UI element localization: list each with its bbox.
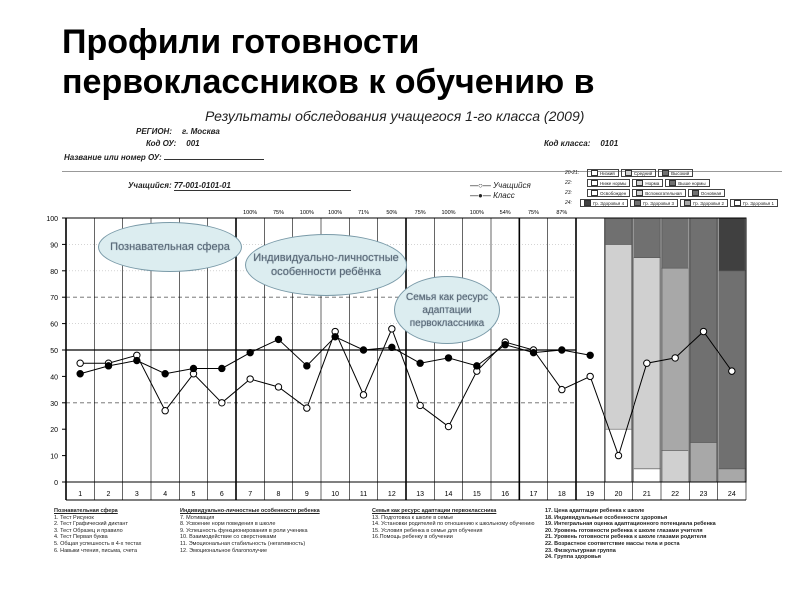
top-percent-label: 100% bbox=[441, 210, 456, 216]
top-percent-label: 54% bbox=[499, 210, 511, 216]
student-point bbox=[360, 392, 366, 398]
stacked-bar-segment bbox=[719, 469, 745, 482]
top-percent-label: 50% bbox=[386, 210, 398, 216]
stacked-bar-segment bbox=[690, 442, 716, 482]
class-point bbox=[559, 347, 565, 353]
note-item: 14. Установки родителей по отношению к школьному обучению bbox=[372, 521, 535, 528]
grade-legend-item: Гр. Здоровья 1 bbox=[743, 200, 774, 206]
y-tick-label: 80 bbox=[50, 268, 58, 276]
notes-heading: Индивидуально-личностные особенности ребенка bbox=[180, 508, 320, 514]
stacked-bar-segment bbox=[634, 469, 660, 482]
class-point bbox=[77, 371, 83, 377]
grade-legend-item: Низкий bbox=[600, 170, 615, 176]
x-tick-label: 24 bbox=[727, 491, 736, 498]
class-point bbox=[190, 365, 196, 371]
grade-legend-item: Вспомогательная bbox=[645, 190, 682, 196]
class-point bbox=[275, 336, 281, 342]
callout-family: Семья как ресурс адаптации первоклассника bbox=[394, 276, 500, 344]
x-tick-label: 11 bbox=[359, 491, 368, 498]
y-tick-label: 10 bbox=[50, 453, 58, 461]
student-point bbox=[162, 408, 168, 414]
student-point bbox=[644, 360, 650, 366]
note-item: 20. Уровень готовности ребенка к школе глазами учителя bbox=[545, 527, 703, 534]
class-point bbox=[389, 344, 395, 350]
top-percent-label: 100% bbox=[328, 210, 343, 216]
school-name-label: Название или номер ОУ: bbox=[64, 153, 162, 162]
grade-legend-num: 23: bbox=[565, 190, 572, 196]
x-tick-label: 15 bbox=[472, 491, 481, 498]
note-item: 3. Тест Образец и правило bbox=[54, 527, 123, 534]
callout-personal: Индивидуально-личностные особенности ребёнка bbox=[245, 234, 407, 296]
top-percent-label: 75% bbox=[414, 210, 426, 216]
class-point bbox=[417, 360, 423, 366]
x-tick-label: 17 bbox=[529, 491, 538, 498]
slide-title-line-2: первоклассников к обучению в bbox=[62, 63, 595, 101]
x-tick-label: 7 bbox=[248, 491, 253, 498]
student-point bbox=[77, 360, 83, 366]
x-tick-label: 14 bbox=[444, 491, 453, 498]
top-percent-label: 100% bbox=[243, 210, 258, 216]
stacked-bar-segment bbox=[662, 450, 688, 482]
note-item: 22. Возрастное соответствие массы тела и роста bbox=[545, 540, 680, 547]
x-tick-label: 23 bbox=[699, 491, 708, 498]
note-item: 15. Условия ребенка в семье для обучения bbox=[372, 527, 483, 534]
note-item: 10. Взаимодействие со сверстниками bbox=[180, 534, 277, 541]
note-item: 6. Навыки чтения, письма, счета bbox=[54, 547, 138, 554]
class-point bbox=[502, 342, 508, 348]
grade-legend-item: Гр. Здоровья 3 bbox=[643, 200, 675, 206]
note-item: 13. Подготовка к школе в семье bbox=[372, 514, 454, 521]
note-item: 5. Общая успешность в 4-х тестах bbox=[54, 540, 142, 547]
code-label: Код ОУ: bbox=[146, 139, 177, 148]
y-tick-label: 50 bbox=[50, 348, 58, 355]
top-percent-label: 100% bbox=[469, 210, 484, 216]
x-tick-label: 12 bbox=[387, 491, 396, 498]
x-tick-label: 2 bbox=[106, 491, 111, 498]
student-point bbox=[417, 402, 423, 408]
region-value: г. Москва bbox=[182, 127, 220, 136]
x-tick-label: 19 bbox=[586, 491, 595, 498]
grade-legend-item: Высокий bbox=[671, 170, 690, 176]
class-point bbox=[474, 363, 480, 369]
top-percent-label: 71% bbox=[357, 210, 370, 216]
note-item: 17. Цена адаптации ребенка к школе bbox=[545, 508, 645, 514]
note-item: 21. Уровень готовности ребенка к школе глазами родителя bbox=[545, 534, 707, 541]
note-item: 7. Мотивация bbox=[180, 514, 215, 521]
stacked-bar-segment bbox=[605, 244, 631, 429]
grade-legend-num: 22: bbox=[565, 180, 572, 186]
class-point bbox=[332, 334, 338, 340]
class-code-label: Код класса: bbox=[544, 139, 591, 148]
note-item: 16.Помощь ребенку в обучении bbox=[372, 534, 453, 541]
grade-legend-num: 20-21: bbox=[565, 170, 580, 176]
note-item: 12. Эмоциональное благополучие bbox=[180, 547, 268, 554]
note-item: 1. Тест Рисунок bbox=[54, 514, 94, 521]
notes-health bbox=[545, 508, 716, 561]
x-tick-label: 9 bbox=[304, 491, 309, 498]
legend-class-label: Класс bbox=[493, 191, 515, 200]
x-tick-label: 6 bbox=[219, 491, 224, 498]
note-item: 19. Интегральная оценка адаптационного потенциала ребенка bbox=[545, 521, 716, 528]
legend-class: —●— Класс bbox=[470, 191, 515, 200]
x-tick-label: 20 bbox=[614, 491, 623, 498]
note-item: 2. Тест Графический диктант bbox=[54, 521, 128, 528]
x-tick-label: 18 bbox=[557, 491, 566, 498]
top-percent-label: 75% bbox=[272, 210, 285, 216]
legend-student-label: Учащийся bbox=[493, 181, 531, 190]
class-point bbox=[360, 347, 366, 353]
x-tick-label: 4 bbox=[163, 491, 168, 498]
class-line bbox=[80, 337, 590, 374]
grade-legend-item: Основная bbox=[700, 190, 722, 196]
grade-legend-item: Норма bbox=[645, 180, 660, 186]
x-tick-label: 10 bbox=[331, 491, 340, 498]
class-point bbox=[219, 365, 225, 371]
class-code-value: 0101 bbox=[600, 139, 619, 148]
class-point bbox=[134, 357, 140, 363]
student-point bbox=[559, 386, 565, 392]
class-point bbox=[162, 371, 168, 377]
y-tick-label: 30 bbox=[50, 400, 58, 408]
class-point bbox=[247, 349, 253, 355]
note-item: 4. Тест Первая буква bbox=[54, 534, 108, 541]
report-title: Результаты обследования учащегося 1-го класса (2009) bbox=[205, 108, 585, 124]
top-percent-label: 87% bbox=[556, 210, 568, 216]
note-item: 24. Группа здоровья bbox=[545, 554, 601, 561]
y-tick-label: 0 bbox=[54, 480, 58, 487]
note-item: 9. Успешность функционирования в роли ученика bbox=[180, 527, 308, 534]
callout-cognitive: Познавательная сфера bbox=[98, 222, 242, 272]
class-point bbox=[445, 355, 451, 361]
student-point bbox=[587, 373, 593, 379]
student-point bbox=[672, 355, 678, 361]
stacked-bar-segment bbox=[662, 218, 688, 268]
code-value: 001 bbox=[186, 139, 200, 148]
grade-legend-item: Средний bbox=[633, 170, 653, 176]
x-tick-label: 13 bbox=[416, 491, 425, 498]
x-tick-label: 22 bbox=[671, 491, 680, 498]
student-point bbox=[304, 405, 310, 411]
x-tick-label: 21 bbox=[642, 491, 651, 498]
student-point bbox=[219, 400, 225, 406]
x-tick-label: 16 bbox=[501, 491, 510, 498]
grade-legend-item: Выше нормы bbox=[678, 180, 706, 186]
note-item: 18. Индивидуальные особенности здоровья bbox=[545, 514, 668, 521]
notes-family bbox=[372, 508, 534, 541]
student-point bbox=[445, 423, 451, 429]
grade-legend-item: Освобожден bbox=[600, 190, 627, 196]
legend-student: —○— Учащийся bbox=[470, 181, 531, 190]
grade-legend-item: Гр. Здоровья 4 bbox=[593, 200, 625, 206]
student-label: Учащийся: bbox=[128, 181, 172, 190]
stacked-bar-segment bbox=[719, 218, 745, 271]
class-point bbox=[530, 349, 536, 355]
stacked-bar-segment bbox=[605, 218, 631, 244]
class-point bbox=[304, 363, 310, 369]
y-tick-label: 20 bbox=[50, 427, 58, 435]
notes-cognitive bbox=[54, 508, 141, 554]
notes-personal bbox=[180, 508, 320, 554]
grade-legend-num: 24: bbox=[565, 200, 572, 206]
student-point bbox=[615, 452, 621, 458]
student-point bbox=[275, 384, 281, 390]
student-point bbox=[700, 328, 706, 334]
x-tick-label: 8 bbox=[276, 491, 281, 498]
note-item: 11. Эмоциональная стабильность (негативность) bbox=[180, 540, 306, 547]
student-point bbox=[247, 376, 253, 382]
grade-legend-item: Ниже нормы bbox=[600, 180, 627, 186]
grade-legend-item: Гр. Здоровья 2 bbox=[693, 200, 725, 206]
y-tick-label: 40 bbox=[50, 374, 58, 382]
note-item: 23. Физкультурная группа bbox=[545, 547, 616, 554]
region-label: РЕГИОН: bbox=[136, 127, 172, 136]
class-point bbox=[587, 352, 593, 358]
top-percent-label: 100% bbox=[299, 210, 314, 216]
student-value: 77-001-0101-01 bbox=[174, 181, 351, 191]
x-tick-label: 1 bbox=[78, 491, 83, 498]
top-percent-label: 75% bbox=[527, 210, 540, 216]
y-tick-label: 90 bbox=[50, 242, 58, 250]
student-point bbox=[729, 368, 735, 374]
y-tick-label: 70 bbox=[50, 295, 58, 303]
notes-heading: Семья как ресурс адаптации первоклассника bbox=[372, 508, 497, 514]
class-point bbox=[105, 363, 111, 369]
note-item: 8. Усвоение норм поведения в школе bbox=[180, 521, 276, 528]
y-tick-label: 100 bbox=[46, 216, 58, 223]
x-tick-label: 5 bbox=[191, 491, 196, 498]
y-tick-label: 60 bbox=[50, 321, 58, 329]
x-tick-label: 3 bbox=[134, 491, 139, 498]
slide-title-line-1: Профили готовности bbox=[62, 23, 420, 61]
stacked-bar-segment bbox=[634, 218, 660, 258]
notes-heading: Познавательная сфера bbox=[54, 508, 118, 514]
